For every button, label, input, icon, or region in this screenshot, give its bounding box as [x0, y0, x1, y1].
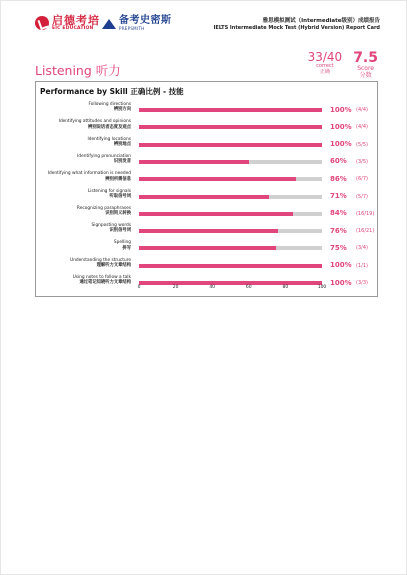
skill-fraction-label: (4/4)	[356, 124, 368, 131]
skill-percent-label: 100%	[330, 278, 352, 287]
report-header	[35, 15, 380, 43]
prepsmith-brand-cn: 备考史密斯	[119, 15, 172, 26]
skill-bar	[139, 246, 276, 250]
skill-bar-track	[139, 212, 322, 216]
skill-label-cn: 听取信号词	[109, 193, 131, 199]
skill-percent-label: 84%	[330, 209, 347, 218]
skill-percent-label: 76%	[330, 226, 347, 235]
skill-label-cn: 识别同义转换	[105, 211, 131, 217]
skill-label-en: Identifying pronunciation	[77, 153, 131, 159]
skill-fraction-label: (6/7)	[356, 176, 368, 183]
skill-label	[36, 240, 131, 251]
x-axis-tick-label: 100	[317, 285, 327, 290]
skill-label-cn: 理解听力文章结构	[96, 263, 131, 269]
skill-bar	[139, 264, 322, 268]
skill-bar-track	[139, 160, 322, 164]
score-summary	[308, 51, 378, 79]
band-score	[353, 51, 378, 79]
skill-bar	[139, 125, 322, 129]
skill-label	[36, 223, 131, 234]
skill-bar	[139, 143, 322, 147]
skill-percent-label: 71%	[330, 192, 347, 200]
skill-label	[36, 154, 131, 165]
skill-bar-track	[139, 177, 322, 181]
prepsmith-logo-icon	[102, 19, 116, 29]
skill-percent-label: 100%	[330, 105, 352, 114]
skill-fraction-label: (4/4)	[356, 107, 368, 113]
skill-bar-track	[139, 125, 322, 129]
skill-fraction-label: (5/7)	[356, 193, 368, 200]
skill-bar-track	[139, 229, 322, 233]
skill-label-en: Following directions	[88, 102, 131, 107]
skill-label-cn: 辨别方向	[113, 107, 131, 113]
correct-count-label-en: correct	[316, 63, 334, 69]
skill-fraction-label: (1/1)	[356, 262, 368, 269]
skill-label	[36, 206, 131, 217]
eic-education-logo	[35, 15, 100, 32]
skill-bar	[139, 212, 293, 216]
skill-fraction-label: (3/3)	[356, 280, 368, 286]
skill-label-en: Spelling	[113, 240, 131, 246]
skill-fraction-label: (5/5)	[356, 141, 368, 148]
skill-bar-track	[139, 195, 322, 199]
band-score-label-en: Score	[357, 65, 374, 72]
skill-label-en: Identifying attitudes and opinions	[58, 119, 131, 125]
prepsmith-logo	[102, 16, 172, 31]
band-score-label-cn: 分数	[359, 72, 372, 79]
eic-brand-en: EIC EDUCATION	[52, 26, 94, 31]
skill-label-cn: 识别发音	[113, 159, 131, 165]
skill-percent-label: 60%	[330, 157, 347, 166]
skill-fraction-label: (16/21)	[356, 228, 375, 235]
skill-bar-track	[139, 108, 322, 112]
x-axis-tick-label: 60	[245, 285, 252, 290]
skill-label	[36, 171, 131, 182]
skill-bar	[139, 160, 249, 164]
skill-percent-label: 100%	[330, 122, 352, 131]
skill-bar-track	[139, 264, 322, 268]
skill-label	[36, 137, 131, 148]
correct-count-label-cn: 正确	[319, 69, 330, 75]
correct-count-value: 33/40	[307, 50, 343, 64]
eic-brand-cn: 启德考培	[52, 14, 100, 27]
section-title: Listening 听力	[35, 63, 121, 78]
skill-label-cn: 辨别地点	[113, 141, 131, 147]
skill-bar	[139, 108, 322, 112]
skill-label-en: Signposting words	[91, 223, 131, 229]
skill-percent-label: 100%	[330, 140, 352, 149]
skill-label	[36, 258, 131, 269]
skill-label-en: Listening for signals	[87, 188, 131, 194]
skill-percent-label: 86%	[330, 174, 347, 183]
skill-bar-track	[139, 143, 322, 147]
skill-bar-track	[139, 246, 322, 250]
document-title-en: IELTS Intermediate Mock Test (Hybrid Version) Report Card	[213, 24, 380, 31]
document-title-cn: 雅思模拟测试（Intermediate级别）成绩报告	[262, 18, 380, 24]
skill-label-en: Understanding the structure	[70, 257, 131, 263]
chart-title: Performance by Skill 正确比例 - 技能	[40, 87, 184, 96]
skill-label-en: Recognizing paraphrases	[76, 205, 131, 211]
skill-label-cn: 通过笔记知晓听力文章结构	[79, 280, 131, 286]
skill-bar	[139, 281, 322, 285]
eic-logo-icon	[35, 16, 49, 30]
band-score-value: 7.5	[353, 50, 378, 66]
prepsmith-brand-en: PREPSMITH	[119, 26, 145, 31]
skill-bar-track	[139, 281, 322, 285]
skill-label-en: Identifying what information is needed	[47, 171, 131, 177]
x-axis-tick-label: 40	[209, 285, 216, 290]
skill-label-cn: 辨别所需信息	[105, 176, 131, 182]
skill-fraction-label: (16/19)	[356, 210, 375, 217]
correct-count	[308, 51, 343, 75]
skill-label-cn: 拼写	[122, 245, 131, 251]
skill-label	[36, 275, 131, 286]
skill-label-cn: 辨别说话者态度及观点	[88, 124, 131, 130]
x-axis-tick-label: 0	[137, 285, 141, 290]
skill-label	[36, 189, 131, 200]
skill-label	[36, 119, 131, 130]
skill-label-en: Identifying locations	[87, 136, 131, 142]
x-axis-tick-label: 80	[282, 285, 289, 290]
skill-fraction-label: (3/5)	[356, 158, 368, 165]
skill-label	[36, 102, 131, 113]
x-axis-tick-label: 20	[172, 285, 179, 290]
skill-percent-label: 75%	[330, 243, 347, 252]
document-title	[214, 18, 380, 31]
performance-by-skill-chart	[35, 81, 378, 297]
skill-percent-label: 100%	[330, 261, 352, 270]
skill-label-en: Using notes to follow a talk	[72, 275, 131, 280]
skill-bar	[139, 195, 269, 199]
skill-fraction-label: (3/4)	[356, 245, 368, 252]
skill-label-cn: 识别信号词	[109, 228, 131, 234]
skill-bar	[139, 229, 278, 233]
skill-bar	[139, 177, 296, 181]
